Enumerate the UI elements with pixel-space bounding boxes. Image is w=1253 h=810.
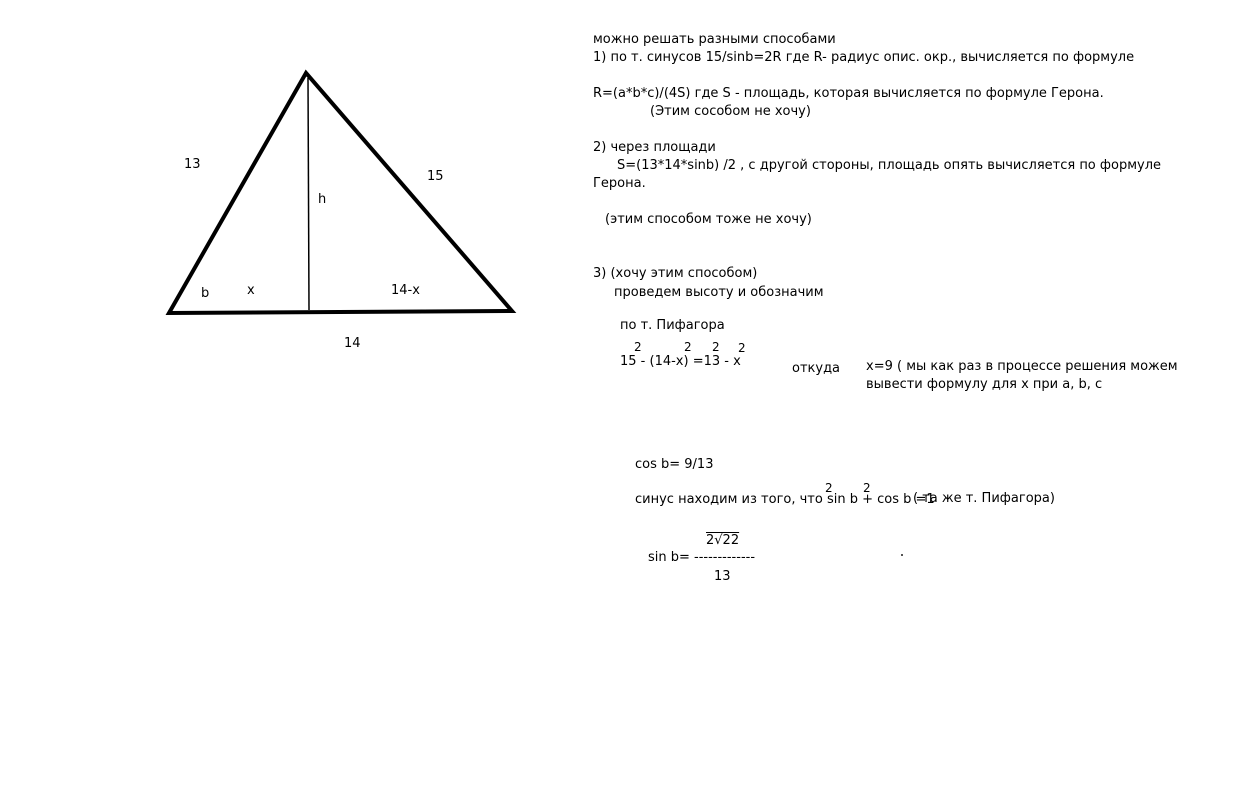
sine-exponent-1: 2 bbox=[825, 481, 833, 495]
exponent-3: 2 bbox=[712, 340, 720, 354]
sin-denominator: 13 bbox=[714, 569, 731, 584]
method1-line2: R=(a*b*c)/(4S) где S - площадь, которая вычисляется по формуле Герона. bbox=[593, 86, 1104, 101]
pythagoras-title: по т. Пифагора bbox=[620, 318, 725, 333]
angle-label: b bbox=[201, 286, 210, 301]
triangle-outline bbox=[169, 73, 512, 313]
cos-line: cos b= 9/13 bbox=[635, 457, 714, 472]
intro-text: можно решать разными способами bbox=[593, 32, 836, 47]
height-line bbox=[308, 78, 309, 310]
side-right-label: 15 bbox=[427, 169, 444, 184]
exponent-1: 2 bbox=[634, 340, 642, 354]
method1-note: (Этим сособом не хочу) bbox=[650, 104, 811, 119]
side-left-label: 13 bbox=[184, 157, 201, 172]
sin-numerator: 2√22 bbox=[706, 533, 740, 548]
method1-line1: 1) по т. синусов 15/sinb=2R где R- радиус опис. окр., вычисляется по формуле bbox=[593, 50, 1135, 65]
whence-text: откуда bbox=[792, 361, 841, 376]
exponent-4: 2 bbox=[738, 341, 746, 355]
result-line1: x=9 ( мы как раз в процессе решения можем bbox=[866, 359, 1178, 374]
sine-text: синус находим из того, что sin b + cos b =1 bbox=[635, 492, 935, 507]
side-base-label: 14 bbox=[344, 336, 361, 351]
method2-note: (этим способом тоже не хочу) bbox=[605, 212, 812, 227]
height-label: h bbox=[318, 192, 327, 207]
segment-left-label: x bbox=[247, 283, 255, 298]
result-line2: вывести формулу для x при a, b, c bbox=[866, 377, 1103, 392]
method2-title: 2) через площади bbox=[593, 140, 716, 155]
method2-line2: Герона. bbox=[593, 176, 646, 191]
sine-note: ( та же т. Пифагора) bbox=[913, 491, 1055, 506]
pythagoras-equation: 15 - (14-x) =13 - x bbox=[620, 354, 741, 369]
sine-exponent-2: 2 bbox=[863, 481, 871, 495]
method2-line1: S=(13*14*sinb) /2 , с другой стороны, площадь опять вычисляется по формуле bbox=[617, 158, 1162, 173]
method3-line1: проведем высоту и обозначим bbox=[614, 285, 824, 300]
stray-dot bbox=[901, 554, 903, 556]
method3-title: 3) (хочу этим способом) bbox=[593, 266, 758, 281]
segment-right-label: 14-x bbox=[391, 283, 420, 298]
exponent-2: 2 bbox=[684, 340, 692, 354]
sin-fraction-line: sin b= ------------- bbox=[648, 550, 756, 565]
